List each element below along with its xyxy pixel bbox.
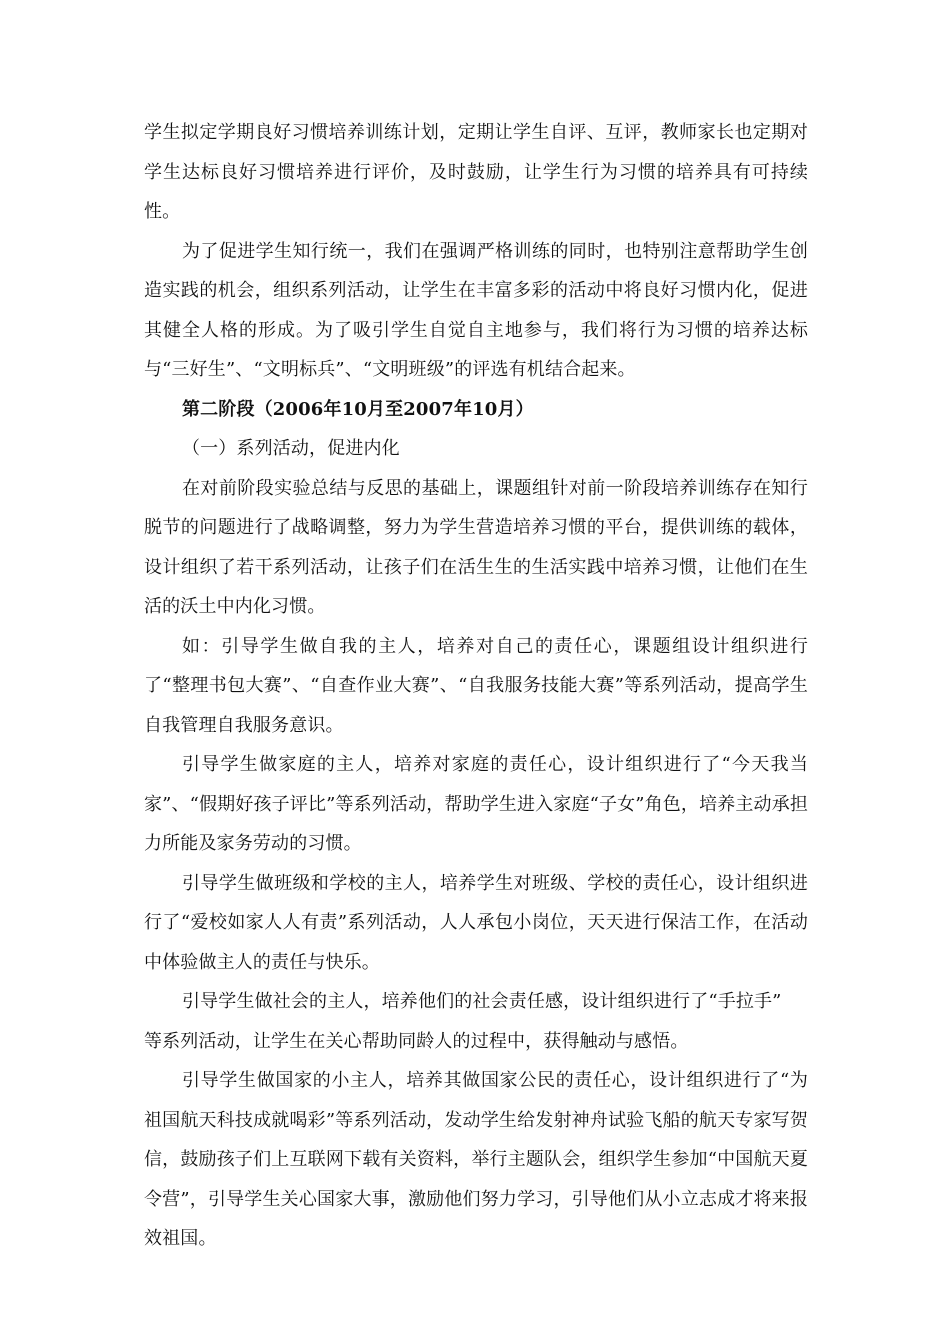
paragraph-6: 如：引导学生做自我的主人，培养对自己的责任心，课题组设计组织进行了“整理书包大赛”、“自查作业大赛”、“自我服务技能大赛”等系列活动，提高学生自我管理自我服务意识。	[144, 635, 808, 736]
document-page	[144, 113, 808, 1259]
section-heading: 第二阶段（2006年10月至2007年10月）	[182, 398, 534, 420]
paragraph-5: 在对前阶段实验总结与反思的基础上，课题组针对前一阶段培养训练存在知行脱节的问题进行了战略调整，努力为学生营造培养习惯的平台，提供训练的载体，设计组织了若干系列活动，让孩子们在活生生的生活实践中培养习惯，让他们在生活的沃土中内化习惯。	[144, 477, 808, 617]
paragraph-10: 等系列活动，让学生在关心帮助同龄人的过程中，获得触动与感悟。	[144, 1030, 689, 1052]
paragraph-9: 引导学生做社会的主人，培养他们的社会责任感，设计组织进行了“手拉手”	[182, 991, 782, 1012]
subsection-heading: （一）系列活动，促进内化	[182, 438, 400, 459]
paragraph-1: 学生拟定学期良好习惯培养训练计划，定期让学生自评、互评，教师家长也定期对学生达标良好习惯培养进行评价，及时鼓励，让学生行为习惯的培养具有可持续性。	[144, 122, 808, 222]
paragraph-7: 引导学生做家庭的主人，培养对家庭的责任心，设计组织进行了“今天我当家”、“假期好孩子评比”等系列活动，帮助学生进入家庭“子女”角色，培养主动承担力所能及家务劳动的习惯。	[144, 754, 808, 854]
paragraph-2: 为了促进学生知行统一，我们在强调严格训练的同时，也特别注意帮助学生创造实践的机会，组织系列活动，让学生在丰富多彩的活动中将良好习惯内化，促进其健全人格的形成。为了吸引学生自觉自主地参与，我们将行为习惯的培养达标与“三好生”、“文明标兵”、“文明班级”的评选有机结合起来。	[144, 240, 808, 380]
paragraph-11: 引导学生做国家的小主人，培养其做国家公民的责任心，设计组织进行了“为祖国航天科技成就喝彩”等系列活动，发动学生给发射神舟试验飞船的航天专家写贺信，鼓励孩子们上互联网下载有关资料，举行主题队会，组织学生参加“中国航天夏令营”，引导学生关心国家大事，激励他们努力学习，引导他们从小立志成才将来报效祖国。	[144, 1070, 808, 1249]
paragraph-8: 引导学生做班级和学校的主人，培养学生对班级、学校的责任心，设计组织进行了“爱校如家人人有责”系列活动，人人承包小岗位，天天进行保洁工作，在活动中体验做主人的责任与快乐。	[144, 872, 808, 973]
